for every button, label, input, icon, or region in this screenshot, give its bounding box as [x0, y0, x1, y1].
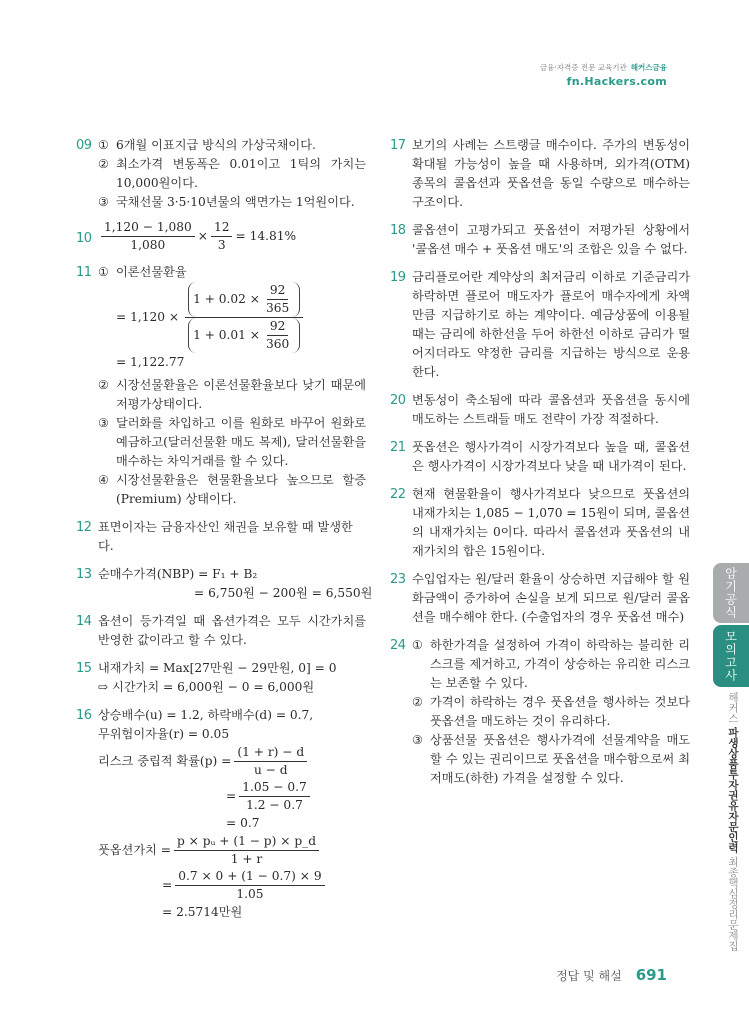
item-text: 6개월 이표지급 방식의 가상국채이다. — [116, 138, 316, 152]
answer-12 — [76, 518, 366, 556]
answer-item — [412, 636, 690, 693]
answer-text: 변동성이 축소됨에 따라 콜옵션과 풋옵션을 동시에 매도하는 스트래들 매도 전략이 가장 적절하다. — [412, 393, 690, 426]
numerator — [185, 282, 303, 318]
numerator: (1 + r) − d — [234, 744, 307, 762]
tab-mock-exam[interactable] — [713, 625, 749, 687]
denominator: 1.05 — [236, 887, 264, 901]
formula-label: 풋옵션가치 = — [98, 843, 171, 857]
result: = 0.7 — [226, 816, 260, 830]
answer-text: 풋옵션은 행사가격이 시장가격보다 높을 때, 콜옵션은 행사가격이 시장가격보다 낮을 때 내가격이 된다. — [412, 440, 690, 473]
numerator: 92 — [267, 282, 289, 300]
formula-line: 무위험이자율(r) = 0.05 — [98, 727, 230, 741]
question-number: 23 — [390, 572, 406, 587]
answer-item — [98, 263, 366, 282]
numerator: 92 — [267, 318, 289, 336]
denominator: 1.2 − 0.7 — [246, 798, 303, 812]
numerator: p × pᵤ + (1 − p) × p_d — [174, 833, 319, 851]
answer-text: 금리플로어란 계약상의 최저금리 이하로 기준금리가 하락하면 플로어 매도자가 플로어 매수자에게 차액만큼 지급하기로 하는 계약이다. 예금상품에 이용될 때는 금리에 하한선을 두어 하한선 이하로 금리가 떨어지더라도 약정한 금리를 지급하는 방식으로 운용한다. — [412, 270, 690, 379]
item-marker: ③ — [98, 195, 109, 209]
right-column — [390, 136, 690, 797]
header-url: fn.Hackers.com — [566, 75, 667, 88]
item-marker: ③ — [412, 733, 423, 747]
section-label: 정답 및 해설 — [556, 969, 622, 983]
header-tagline — [540, 62, 667, 73]
item-text: 가격이 하락하는 경우 풋옵션을 행사하는 것보다 풋옵션을 매도하는 것이 유리하다. — [430, 695, 690, 728]
answer-item — [98, 414, 366, 471]
question-number: 09 — [76, 138, 92, 153]
question-number: 10 — [76, 231, 92, 246]
item-text: 달러화를 차입하고 이를 원화로 바꾸어 원화로 예금하고(달러선물환 매도 복제), 달러선물환을 매수하는 차익거래를 할 수 있다. — [116, 416, 366, 468]
answer-16 — [76, 706, 366, 922]
numerator: 0.7 × 0 + (1 − 0.7) × 9 — [175, 868, 324, 886]
item-text: 국채선물 3·5·10년물의 액면가는 1억원이다. — [116, 195, 355, 209]
question-number: 11 — [76, 265, 92, 280]
result: = 2.5714만원 — [162, 905, 243, 919]
fraction — [211, 219, 233, 254]
denominator: 3 — [217, 238, 226, 252]
answer-11 — [76, 263, 366, 509]
item-marker: ② — [98, 378, 109, 392]
answer-18 — [390, 221, 690, 259]
question-number: 24 — [390, 638, 406, 653]
question-number: 20 — [390, 393, 406, 408]
formula: = $\frac{1.05 - 0.7}{1.2 - 0.7}$ — [98, 779, 366, 814]
answer-21 — [390, 438, 690, 476]
answer-item — [412, 693, 690, 731]
item-text: 이론선물환율 — [116, 265, 187, 279]
book-prefix: 해커스 — [727, 692, 739, 724]
tagline-text: 금융·자격증 전문 교육기관 — [539, 63, 627, 72]
question-number: 18 — [390, 223, 406, 238]
tab-label: 암기공식 — [723, 567, 738, 619]
formula-line: 상승배수(u) = 1.2, 하락배수(d) = 0.7, — [98, 708, 314, 722]
question-number: 21 — [390, 440, 406, 455]
fraction — [185, 282, 303, 353]
tab-formula-summary[interactable] — [713, 563, 749, 623]
item-text: 상품선물 풋옵션은 행사가격에 선물계약을 매도할 수 있는 권리이므로 풋옵션을 매수함으로써 최저매도(하한) 가격을 설정할 수 있다. — [430, 733, 690, 785]
formula-prefix: = 1,120 × — [116, 310, 180, 324]
numerator: 1,120 − 1,080 — [101, 219, 195, 237]
answer-15 — [76, 659, 366, 697]
question-number: 22 — [390, 487, 406, 502]
question-number: 13 — [76, 567, 92, 582]
denominator: 1,080 — [130, 238, 166, 252]
formula-label: 리스크 중립적 확률(p) = — [98, 754, 232, 768]
numerator: 1.05 − 0.7 — [239, 779, 309, 797]
answer-text: 옵션이 등가격일 때 옵션가격은 모두 시간가치를 반영한 값이라고 할 수 있다. — [98, 614, 366, 647]
item-text: 하한가격을 설정하여 가격이 하락하는 불리한 리스크를 제거하고, 가격이 상승하는 유리한 리스크는 보존할 수 있다. — [430, 638, 690, 690]
formula-line: 내재가치 = Max[27만원 − 29만원, 0] = 0 — [98, 661, 337, 675]
denominator: u − d — [253, 763, 288, 777]
answer-22 — [390, 485, 690, 561]
answer-14 — [76, 612, 366, 650]
item-marker: ① — [98, 138, 109, 152]
brand-name: 해커스금융 — [630, 63, 667, 72]
denominator: 1 + r — [230, 852, 263, 866]
book-suffix: 최종핵심정리문제집 — [727, 856, 739, 951]
result: = 14.81% — [235, 229, 297, 243]
answer-item — [98, 376, 366, 414]
formula — [98, 219, 366, 254]
expr: 1 + 0.01 × — [193, 328, 260, 342]
item-marker: ④ — [98, 473, 109, 487]
numerator: 12 — [211, 219, 233, 237]
answer-19 — [390, 268, 690, 382]
page-number: 691 — [635, 966, 667, 984]
answer-20 — [390, 391, 690, 429]
item-text: 시장선물환율은 이론선물환율보다 낮기 때문에 저평가상태이다. — [116, 378, 366, 411]
page-footer — [556, 966, 667, 984]
formula-line: 순매수가격(NBP) = F₁ + B₂ — [98, 567, 258, 581]
answer-item — [412, 731, 690, 788]
item-marker: ① — [98, 265, 109, 279]
answer-23 — [390, 570, 690, 627]
formula-line: = 6,750원 − 200원 = 6,550원 — [194, 586, 373, 600]
answer-text: 표면이자는 금융자산인 채권을 보유할 때 발생한다. — [98, 520, 353, 553]
book-title-vertical — [726, 692, 741, 951]
formula: = $\frac{0.7 \times 0 + (1 - 0.7) \times 9}{1.05}$ — [98, 868, 366, 903]
item-marker: ① — [412, 638, 423, 652]
fraction — [101, 219, 195, 254]
answer-text: 수입업자는 원/달러 환율이 상승하면 지급해야 할 원화금액이 증가하여 손실을 보게 되므로 원/달러 콜옵션을 매수해야 한다. (수출업자의 경우 풋옵션 매수) — [412, 572, 690, 624]
answer-item — [98, 155, 366, 193]
item-marker: ③ — [98, 416, 109, 430]
question-number: 14 — [76, 614, 92, 629]
result: = 1,122.77 — [116, 355, 185, 369]
answer-item — [98, 136, 366, 155]
formula — [98, 833, 366, 868]
formula-line: ⇨ 시간가치 = 6,000원 − 0 = 6,000원 — [98, 680, 315, 694]
answer-text: 보기의 사례는 스트랭글 매수이다. 주가의 변동성이 확대될 가능성이 높을 때 사용하며, 외가격(OTM) 종목의 콜옵션과 풋옵션을 동일 수량으로 매수하는 구조이다. — [412, 138, 690, 209]
item-marker: ② — [98, 157, 109, 171]
denominator: 365 — [266, 301, 290, 315]
book-title: 파생상품투자권유자문인력 — [727, 726, 739, 853]
times-sign: × — [197, 229, 208, 243]
formula — [98, 282, 366, 372]
expr: 1 + 0.02 × — [193, 292, 260, 306]
question-number: 19 — [390, 270, 406, 285]
answer-17 — [390, 136, 690, 212]
question-number: 16 — [76, 708, 92, 723]
page-header — [540, 62, 667, 88]
formula — [98, 744, 366, 779]
item-marker: ② — [412, 695, 423, 709]
item-text: 최소가격 변동폭은 0.01이고 1틱의 가치는 10,000원이다. — [116, 157, 366, 190]
tab-label: 모의고사 — [723, 630, 738, 682]
denominator — [185, 318, 303, 353]
answer-09 — [76, 136, 366, 212]
answer-item — [98, 193, 366, 212]
answer-item — [98, 471, 366, 509]
question-number: 15 — [76, 661, 92, 676]
denominator: 360 — [266, 337, 290, 351]
answer-13 — [76, 565, 373, 603]
question-number: 12 — [76, 520, 92, 535]
left-column — [76, 136, 373, 931]
answer-text: 콜옵션이 고평가되고 풋옵션이 저평가된 상황에서 '콜옵션 매수 + 풋옵션 매도'의 조합은 있을 수 없다. — [412, 223, 690, 256]
answer-24 — [390, 636, 690, 788]
answer-10 — [76, 219, 366, 254]
question-number: 17 — [390, 138, 406, 153]
answer-text: 현재 현물환율이 행사가격보다 낮으므로 풋옵션의 내재가치는 1,085 − 1,070 = 15원이 되며, 콜옵션의 내재가치는 0이다. 따라서 콜옵션과 풋옵션의 내재가치의 합은 15원이다. — [412, 487, 690, 558]
item-text: 시장선물환율은 현물환율보다 높으므로 할증(Premium) 상태이다. — [116, 473, 366, 506]
